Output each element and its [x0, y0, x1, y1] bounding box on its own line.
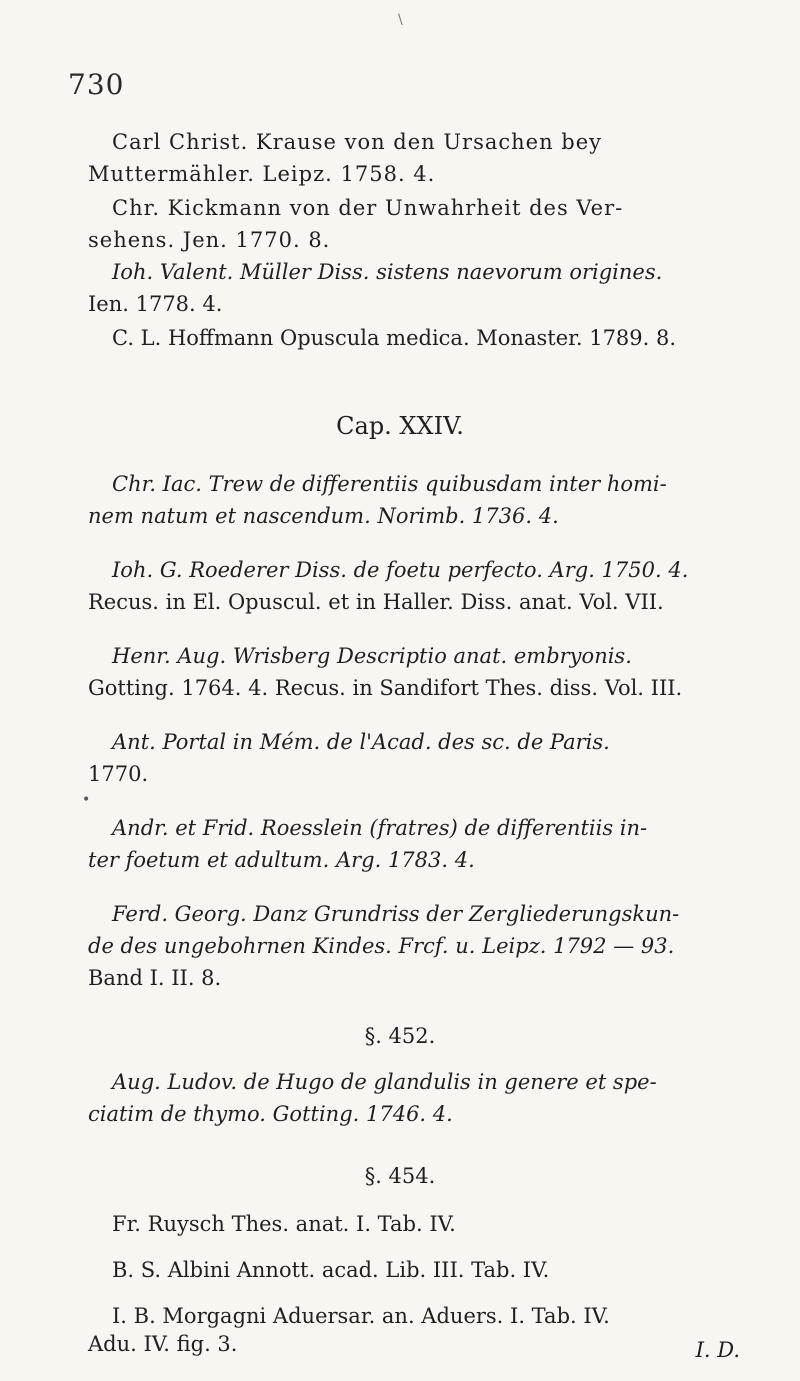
top-mark: \: [398, 12, 403, 28]
entry-line: Band I. II. 8.: [88, 966, 222, 990]
entry-line: Carl Christ. Krause von den Ursachen bey: [112, 130, 603, 154]
entry-line: Chr. Kickmann von der Unwahrheit des Ver-: [112, 196, 624, 220]
entry-line: Muttermähler. Leipz. 1758. 4.: [88, 162, 436, 186]
chapter-heading: Cap. XXIV.: [336, 412, 464, 440]
entry-line: Ant. Portal in Mém. de l'Acad. des sc. de Paris.: [112, 730, 610, 754]
entry-line: Ioh. G. Roederer Diss. de foetu perfecto. Arg. 1750. 4.: [112, 558, 689, 582]
entry-line: sehens. Jen. 1770. 8.: [88, 228, 331, 252]
page-signature: I. D.: [695, 1338, 740, 1362]
page-number: 730: [68, 68, 125, 101]
entry-line: Chr. Iac. Trew de differentiis quibusdam inter homi-: [112, 472, 667, 496]
entry-line: 1770.: [88, 762, 149, 786]
entry-line: C. L. Hoffmann Opuscula medica. Monaster. 1789. 8.: [112, 326, 677, 350]
entry-line: I. B. Morgagni Aduersar. an. Aduers. I. Tab. IV.: [112, 1304, 610, 1328]
entry-line: Ien. 1778. 4.: [88, 292, 223, 316]
entry-line: Aug. Ludov. de Hugo de glandulis in genere et spe-: [112, 1070, 657, 1094]
entry-line: ter foetum et adultum. Arg. 1783. 4.: [88, 848, 475, 872]
entry-line: B. S. Albini Annott. acad. Lib. III. Tab. IV.: [112, 1258, 550, 1282]
entry-line: Recus. in El. Opuscul. et in Haller. Diss. anat. Vol. VII.: [88, 590, 664, 614]
entry-line: Henr. Aug. Wrisberg Descriptio anat. embryonis.: [112, 644, 632, 668]
entry-line: Adu. IV. fig. 3.: [88, 1332, 238, 1356]
section-heading: §. 452.: [364, 1024, 436, 1048]
entry-line: de des ungebohrnen Kindes. Frcf. u. Leipz. 1792 — 93.: [88, 934, 675, 958]
margin-dot: •: [82, 792, 91, 808]
section-heading: §. 454.: [364, 1164, 436, 1188]
entry-line: Ioh. Valent. Müller Diss. sistens naevorum origines.: [112, 260, 663, 284]
entry-line: Andr. et Frid. Roesslein (fratres) de differentiis in-: [112, 816, 648, 840]
entry-line: Ferd. Georg. Danz Grundriss der Zergliederungskun-: [112, 902, 680, 926]
entry-line: Gotting. 1764. 4. Recus. in Sandifort Thes. diss. Vol. III.: [88, 676, 683, 700]
entry-line: ciatim de thymo. Gotting. 1746. 4.: [88, 1102, 453, 1126]
entry-line: Fr. Ruysch Thes. anat. I. Tab. IV.: [112, 1212, 456, 1236]
entry-line: nem natum et nascendum. Norimb. 1736. 4.: [88, 504, 559, 528]
